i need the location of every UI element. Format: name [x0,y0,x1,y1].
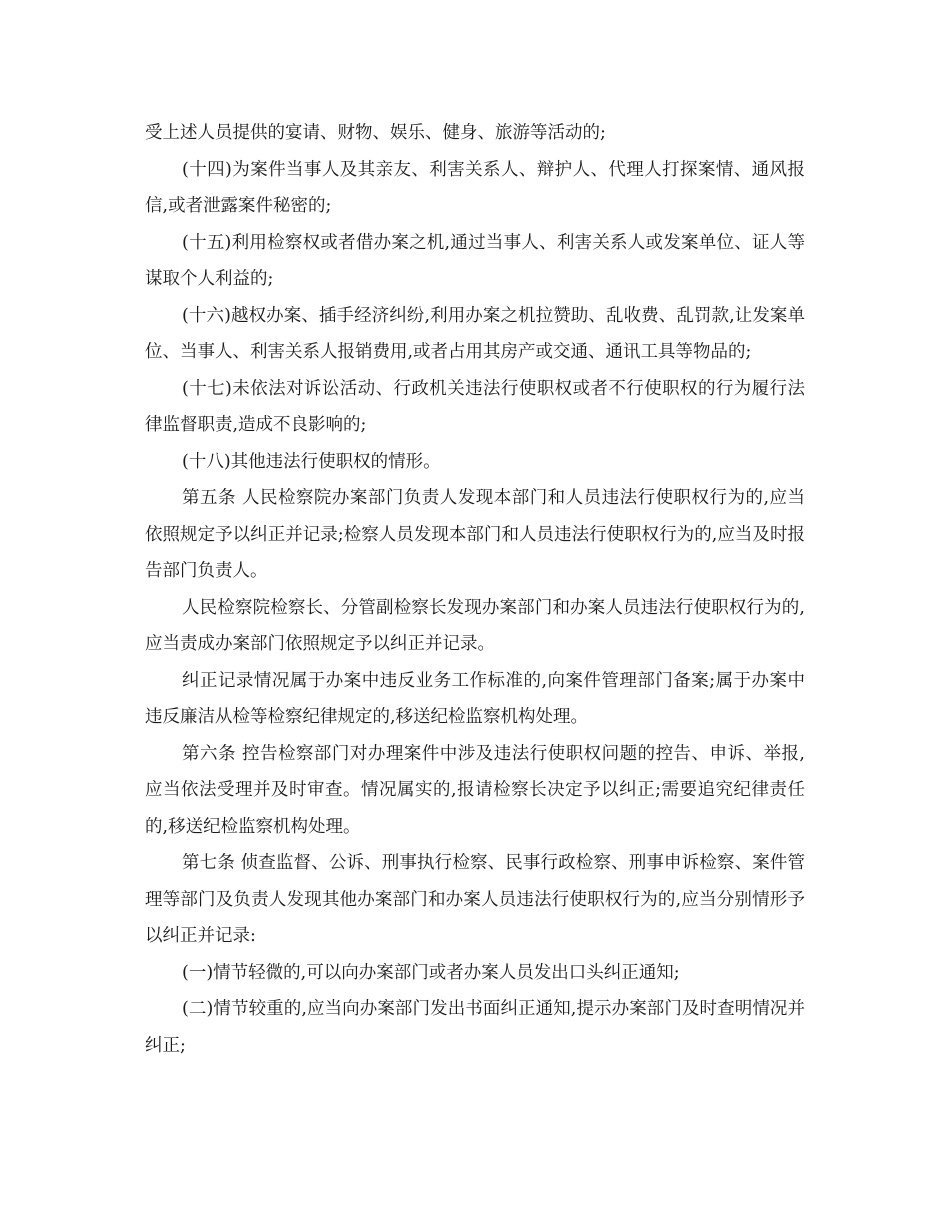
paragraph-item-16: (十六)越权办案、插手经济纠纷,利用办案之机拉赞助、乱收费、乱罚款,让发案单位、当事人、利害关系人报销费用,或者占用其房产或交通、通讯工具等物品的; [145,305,805,362]
paragraph-item-18: (十八)其他违法行使职权的情形。 [182,451,441,472]
paragraph-article-7-item-2: (二)情节较重的,应当向办案部门发出书面纠正通知,提示办案部门及时查明情况并纠正; [145,999,805,1056]
paragraph-article-7-item-1: (一)情节轻微的,可以向办案部门或者办案人员发出口头纠正通知; [182,962,680,983]
paragraph-article-5-part-2: 人民检察院检察长、分管副检察长发现办案部门和办案人员违法行使职权行为的,应当责成办案部门依照规定予以纠正并记录。 [145,597,805,654]
paragraph-continuation: 受上述人员提供的宴请、财物、娱乐、健身、旅游等活动的; [145,123,606,143]
paragraph-article-5: 第五条 人民检察院办案部门负责人发现本部门和人员违法行使职权行为的,应当依照规定予以纠正并记录;检察人员发现本部门和人员违法行使职权行为的,应当及时报告部门负责人。 [145,488,805,581]
paragraph-article-5-part-3: 纠正记录情况属于办案中违反业务工作标准的,向案件管理部门备案;属于办案中违反廉洁从检等检察纪律规定的,移送纪检监察机构处理。 [145,670,805,727]
paragraph-item-14: (十四)为案件当事人及其亲友、利害关系人、辩护人、代理人打探案情、通风报信,或者泄露案件秘密的; [145,159,805,216]
paragraph-article-7: 第七条 侦查监督、公诉、刑事执行检察、民事行政检察、刑事申诉检察、案件管理等部门及负责人发现其他办案部门和办案人员违法行使职权行为的,应当分别情形予以纠正并记录: [145,853,805,946]
document-body [145,115,805,1064]
paragraph-article-6: 第六条 控告检察部门对办理案件中涉及违法行使职权问题的控告、申诉、举报,应当依法受理并及时审查。情况属实的,报请检察长决定予以纠正;需要追究纪律责任的,移送纪检监察机构处理。 [145,743,805,837]
paragraph-item-17: (十七)未依法对诉讼活动、行政机关违法行使职权或者不行使职权的行为履行法律监督职责,造成不良影响的; [145,378,805,435]
paragraph-item-15: (十五)利用检察权或者借办案之机,通过当事人、利害关系人或发案单位、证人等谋取个人利益的; [145,232,805,289]
